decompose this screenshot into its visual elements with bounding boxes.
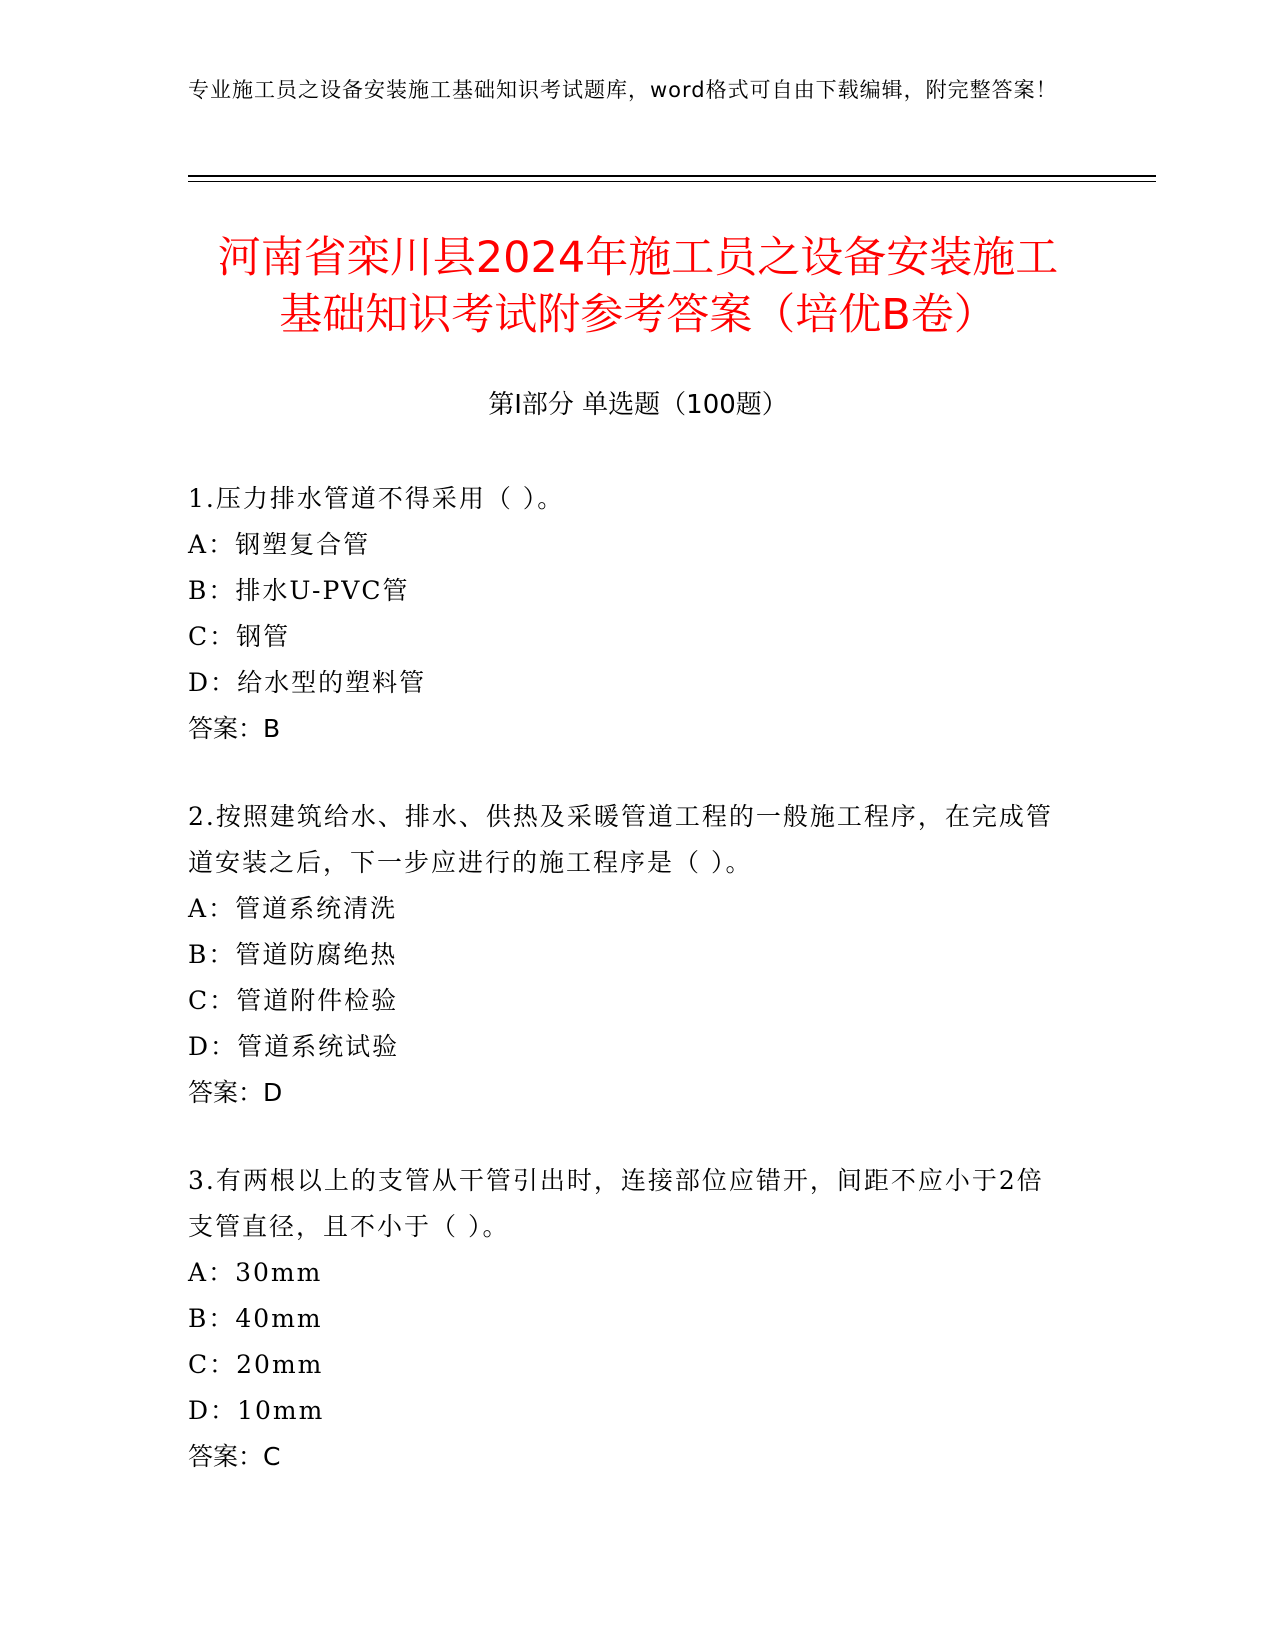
option-letter: C (188, 986, 210, 1015)
option-letter: D (188, 668, 211, 697)
option-c (188, 978, 1068, 1024)
option-a (188, 886, 1068, 932)
option-text: 给水型的塑料管 (237, 668, 427, 697)
option-text: 管道防腐绝热 (235, 940, 398, 969)
document-title-line1: 河南省栾川县2024年施工员之设备安装施工 (217, 233, 1059, 283)
option-separator: ： (208, 1258, 236, 1287)
answer-line: 答案：B (188, 714, 281, 743)
question-stem: 1.压力排水管道不得采用（ ）。 (188, 484, 565, 513)
option-d (188, 1024, 1068, 1070)
option-text: 管道系统清洗 (235, 894, 398, 923)
option-a (188, 522, 1068, 568)
option-letter: B (188, 1304, 209, 1333)
option-separator: ： (208, 940, 236, 969)
option-separator: ： (208, 530, 236, 559)
option-text: 20mm (236, 1350, 324, 1379)
option-separator: ： (210, 1032, 238, 1061)
document-title (188, 230, 1088, 344)
question-stem: 3.有两根以上的支管从干管引出时，连接部位应错开，间距不应小于2倍支管直径，且不小于（ ）。 (188, 1166, 1044, 1241)
option-letter: A (188, 1258, 209, 1287)
header-rule-thin (188, 181, 1156, 182)
question-3 (188, 1158, 1068, 1480)
section-heading: 第Ⅰ部分 单选题（100题） (488, 390, 788, 420)
option-letter: B (188, 576, 209, 605)
answer-line: 答案：D (188, 1078, 283, 1107)
option-text: 钢塑复合管 (235, 530, 371, 559)
option-separator: ： (210, 668, 238, 697)
option-letter: B (188, 940, 209, 969)
option-text: 排水U-PVC管 (235, 576, 410, 605)
option-separator: ： (208, 576, 236, 605)
answer-line: 答案：C (188, 1442, 281, 1471)
option-letter: A (188, 894, 209, 923)
option-a (188, 1250, 1068, 1296)
option-text: 30mm (235, 1258, 323, 1287)
option-separator: ： (209, 622, 237, 651)
option-text: 钢管 (236, 622, 291, 651)
option-b (188, 932, 1068, 978)
option-b (188, 1296, 1068, 1342)
document-title-line2: 基础知识考试附参考答案（培优B卷） (279, 290, 997, 340)
option-d (188, 660, 1068, 706)
option-text: 管道系统试验 (237, 1032, 400, 1061)
option-separator: ： (210, 1396, 238, 1425)
option-d (188, 1388, 1068, 1434)
option-separator: ： (209, 986, 237, 1015)
question-1 (188, 476, 1068, 752)
option-text: 10mm (237, 1396, 325, 1425)
header-note: 专业施工员之设备安装施工基础知识考试题库，word格式可自由下载编辑，附完整答案！ (188, 78, 1058, 102)
option-letter: C (188, 1350, 210, 1379)
option-c (188, 1342, 1068, 1388)
option-text: 管道附件检验 (236, 986, 399, 1015)
question-list (188, 476, 1068, 1522)
option-separator: ： (208, 1304, 236, 1333)
option-text: 40mm (235, 1304, 323, 1333)
option-letter: D (188, 1032, 211, 1061)
option-separator: ： (208, 894, 236, 923)
option-letter: D (188, 1396, 211, 1425)
option-b (188, 568, 1068, 614)
option-letter: C (188, 622, 210, 651)
question-stem: 2.按照建筑给水、排水、供热及采暖管道工程的一般施工程序，在完成管道安装之后，下一步应进行的施工程序是（ ）。 (188, 802, 1053, 877)
option-letter: A (188, 530, 209, 559)
option-c (188, 614, 1068, 660)
question-2 (188, 794, 1068, 1116)
header-rule-thick (188, 175, 1156, 177)
option-separator: ： (209, 1350, 237, 1379)
